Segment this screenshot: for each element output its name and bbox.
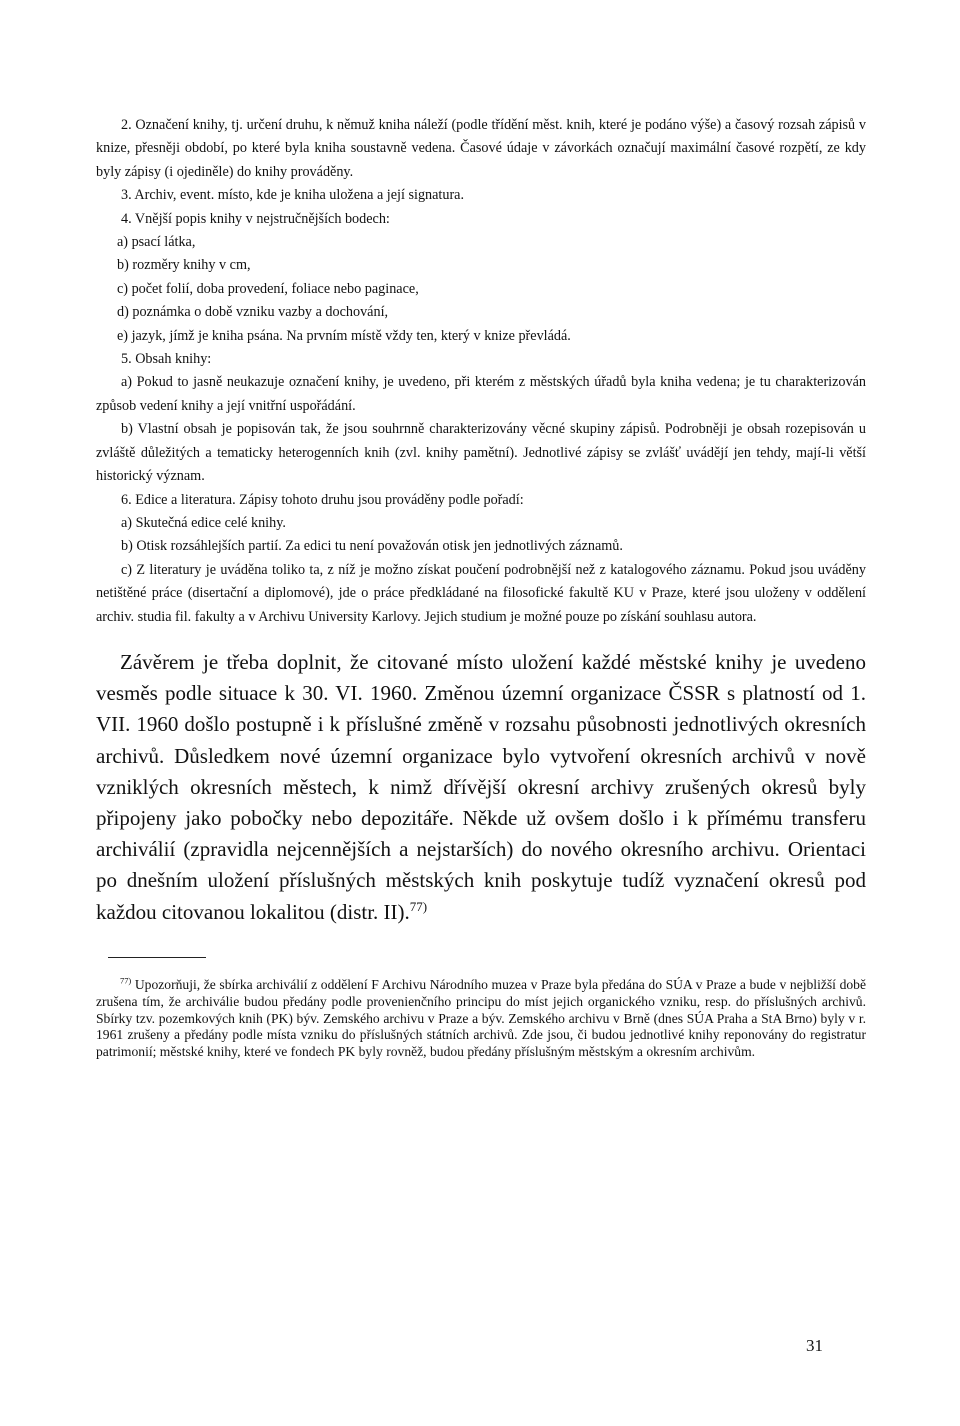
item-6-paragraph: 6. Edice a literatura. Zápisy tohoto druhu jsou prováděny podle pořadí:	[121, 491, 524, 508]
list-item: a) psací látka,	[117, 234, 196, 251]
item-4-paragraph: 4. Vnější popis knihy v nejstručnějších bodech:	[121, 210, 390, 227]
page-number: 31	[806, 1336, 823, 1355]
list-item: e) jazyk, jímž je kniha psána. Na prvním místě vždy ten, který v knize převládá.	[117, 327, 571, 344]
item-3-paragraph: 3. Archiv, event. místo, kde je kniha uložena a její signatura.	[121, 187, 465, 204]
footnote-77	[96, 977, 866, 1062]
list-item: c) počet folií, doba provedení, foliace nebo paginace,	[117, 280, 419, 297]
conclusion-text: Závěrem je třeba doplnit, že citované místo uložení každé městské knihy je uvedeno vesměs podle situace k 30. VI. 1960. Změnou územní organizace ČSSR s platností od 1. VII. 1960 došlo postupně i k příslušné změně v rozsahu působnosti jednotlivých okresních archivů. Důsledkem nové územní organizace bylo vytvoření okresních archivů v nově vzniklých okresních městech, k nimž dřívější okresní archivy zrušených okresů byly připojeny jako pobočky nebo depozitáře. Někde už ovšem došlo i k přímému transferu archiválií (zpravidla nejcennějších a nejstarších) do nového okresního archivu. Orientaci po dnešním uložení příslušných městských knih poskytuje tudíž vyznačení okresů pod každou citovanou lokalitou (distr. II).	[96, 649, 866, 924]
conclusion-paragraph	[96, 647, 866, 928]
item-5a-paragraph: a) Pokud to jasně neukazuje označení knihy, je uvedeno, při kterém z městských úřadů byla kniha vedena; je tu charakterizován způsob vedení knihy a její vnitřní uspořádání.	[96, 374, 866, 414]
footnote-marker: 77)	[120, 975, 132, 986]
item-2-paragraph: 2. Označení knihy, tj. určení druhu, k němuž kniha náleží (podle třídění měst. knih, které je podáno výše) a časový rozsah zápisů v knize, přesněji období, po které byla kniha soustavně vedena. Časové údaje v závorkách označují maximální časové rozpětí, ze kdy byly zápisy (i ojediněle) do knihy prováděny.	[96, 117, 866, 180]
footnote-text: Upozorňuji, že sbírka archiválií z oddělení F Archivu Národního muzea v Praze byla předána do SÚA v Praze a bude v nejbližší době zrušena tím, že archiválie budou předány podle provenienčního principu do míst jejich organického vzniku, resp. do příslušných archivů. Sbírky tzv. pozemkových knih (PK) býv. Zemského archivu v Praze a býv. Zemského archivu v Brně (dnes SÚA Praha a StA Brno) byly v r. 1961 zrušeny a předány podle místa vzniku do příslušných státních archivů. Zde jsou, či budou jednotlivé knihy reponovány do registratur patrimonií; městské knihy, které ve fondech PK byly rovněž, budou předány příslušným městským a okresním archivům.	[96, 976, 866, 1060]
list-item: d) poznámka o době vzniku vazby a dochování,	[117, 304, 389, 321]
footnote-divider	[108, 957, 206, 958]
item-6b-paragraph: b) Otisk rozsáhlejších partií. Za edici tu není považován otisk jen jednotlivých záznamů.	[121, 538, 623, 555]
item-5b-paragraph: b) Vlastní obsah je popisován tak, že jsou souhrnně charakterizovány věcné skupiny zápisů. Podrobněji je obsah rozepisován u zvláště důležitých a tematicky heterogenních knih (zvl. knihy pamětní). Jednotlivé zápisy se zvlášť uvádějí jen tehdy, mají-li větší historický význam.	[96, 421, 866, 485]
item-4-sublist	[96, 231, 866, 348]
item-6a-paragraph: a) Skutečná edice celé knihy.	[121, 514, 286, 531]
item-6c-paragraph: c) Z literatury je uváděna toliko ta, z níž je možno získat poučení podrobnější než z katalogového záznamu. Pokud jsou uváděny netištěné práce (disertační a diplomové), jde o práce předkládané na filosofické fakultě KU v Praze, které jsou uloženy v oddělení archiv. studia fil. fakulty a v Archivu University Karlovy. Jejich studium je možné pouze po získání souhlasu autora.	[96, 561, 866, 625]
item-5-paragraph: 5. Obsah knihy:	[121, 351, 212, 368]
list-item: b) rozměry knihy v cm,	[117, 257, 251, 274]
footnote-reference: 77)	[409, 898, 428, 914]
page-content	[96, 114, 866, 1061]
